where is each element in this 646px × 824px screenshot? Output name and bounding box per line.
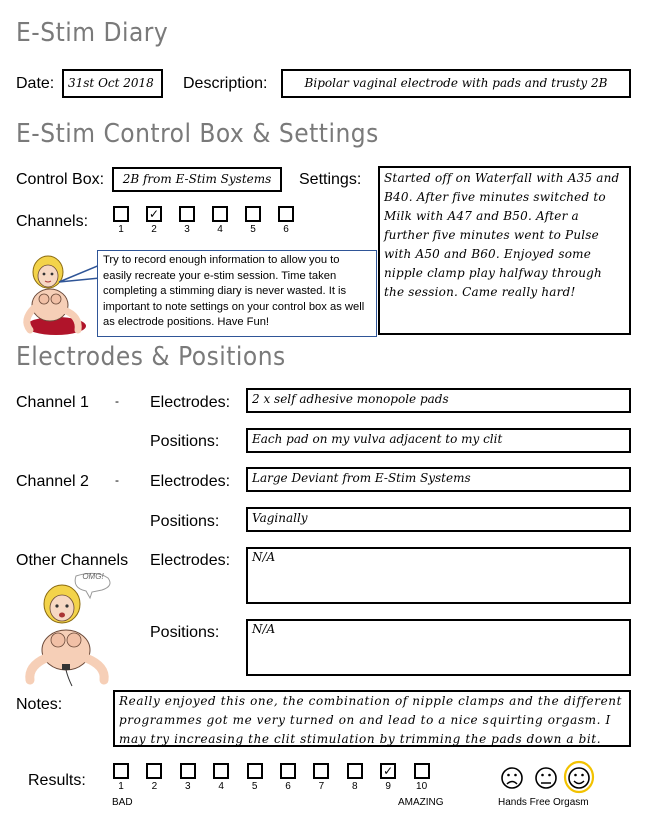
hands-free-orgasm-label: Hands Free Orgasm: [498, 797, 589, 808]
settings-label: Settings:: [299, 171, 362, 188]
result-number-6: 6: [285, 781, 291, 792]
tip-bubble: [97, 250, 377, 337]
description-field[interactable]: Bipolar vaginal electrode with pads and trusty 2B: [281, 69, 631, 98]
result-number-3: 3: [185, 781, 191, 792]
control-box-field[interactable]: 2B from E-Stim Systems: [112, 167, 282, 192]
channel-checkbox-6[interactable]: [278, 206, 294, 222]
omg-girl-illustration: [20, 570, 116, 690]
result-checkbox-2[interactable]: [146, 763, 162, 779]
result-checkbox-3[interactable]: [180, 763, 196, 779]
result-checkbox-7[interactable]: [313, 763, 329, 779]
channel2-electrodes-label: Electrodes:: [150, 473, 231, 490]
date-field[interactable]: 31st Oct 2018: [62, 69, 163, 98]
other-positions-field[interactable]: N/A: [246, 619, 631, 676]
channel2-electrodes-field[interactable]: Large Deviant from E-Stim Systems: [246, 467, 631, 492]
result-number-9: 9: [385, 781, 391, 792]
result-checkbox-9[interactable]: ✓: [380, 763, 396, 779]
notes-label: Notes:: [16, 696, 63, 713]
channel2-dash: -: [115, 473, 119, 487]
channel1-electrodes-label: Electrodes:: [150, 394, 231, 411]
settings-field[interactable]: Started off on Waterfall with A35 and B40. After five minutes switched to Milk with A47 and B50. After a further five minutes went to Pulse with A50 and B60. Enjoyed some nipple clamp play halfway through the session. Came really hard!: [378, 166, 631, 335]
channel1-dash: -: [115, 394, 119, 408]
sad-face-icon[interactable]: [502, 768, 522, 788]
channel-checkbox-2[interactable]: ✓: [146, 206, 162, 222]
channel-number-1: 1: [118, 224, 124, 235]
control-box-label: Control Box:: [16, 171, 105, 188]
neutral-face-icon[interactable]: [536, 768, 556, 788]
result-number-7: 7: [318, 781, 325, 792]
description-label: Description:: [183, 75, 268, 92]
channel2-positions-field[interactable]: Vaginally: [246, 507, 631, 532]
tip-bubble-tail: [58, 262, 100, 288]
result-checkbox-8[interactable]: [347, 763, 363, 779]
channel-checkbox-5[interactable]: [245, 206, 261, 222]
channel2-positions-label: Positions:: [150, 513, 220, 530]
result-checkbox-10[interactable]: [414, 763, 430, 779]
channel-number-4: 4: [217, 224, 223, 235]
result-number-10: 10: [416, 781, 428, 792]
results-amazing-label: AMAZING: [398, 797, 444, 808]
happy-face-icon[interactable]: [565, 762, 593, 792]
other-positions-label: Positions:: [150, 624, 220, 641]
result-checkbox-5[interactable]: [247, 763, 263, 779]
page-title: E-Stim Diary: [16, 18, 169, 48]
channel-number-3: 3: [184, 224, 190, 235]
channel1-positions-field[interactable]: Each pad on my vulva adjacent to my clit: [246, 428, 631, 453]
channels-label: Channels:: [16, 213, 89, 230]
tip-text: Try to record enough information to allow you to easily recreate your e-stim session. Time taken completing a stimming diary is never wasted. It is important to note settings on your control box as well as electrode positions. Have Fun!: [103, 254, 365, 328]
channel2-label: Channel 2: [16, 473, 89, 490]
channel1-positions-label: Positions:: [150, 433, 220, 450]
channel-number-6: 6: [283, 224, 289, 235]
notes-field[interactable]: Really enjoyed this one, the combination of nipple clamps and the different programmes got me very turned on and lead to a nice squirting orgasm. I may try increasing the clit stimulation by trimming the pads down a bit.: [113, 690, 631, 747]
result-number-5: 5: [251, 781, 258, 792]
results-bad-label: BAD: [112, 797, 133, 808]
result-number-1: 1: [118, 781, 124, 792]
result-checkbox-1[interactable]: [113, 763, 129, 779]
result-number-2: 2: [151, 781, 158, 792]
results-faces: [497, 760, 599, 796]
channel-number-5: 5: [250, 224, 256, 235]
channel-checkbox-3[interactable]: [179, 206, 195, 222]
omg-bubble-text: OMG!: [82, 572, 104, 581]
control-section-heading: E-Stim Control Box & Settings: [16, 119, 379, 149]
channel-checkbox-4[interactable]: [212, 206, 228, 222]
channel1-electrodes-field[interactable]: 2 x self adhesive monopole pads: [246, 388, 631, 413]
electrodes-section-heading: Electrodes & Positions: [16, 342, 286, 372]
channel-checkbox-1[interactable]: [113, 206, 129, 222]
date-label: Date:: [16, 75, 55, 92]
channel-number-2: 2: [151, 224, 157, 235]
result-checkbox-4[interactable]: [213, 763, 229, 779]
other-electrodes-label: Electrodes:: [150, 552, 231, 569]
other-channels-label: Other Channels: [16, 552, 129, 569]
results-label: Results:: [28, 772, 86, 789]
result-number-4: 4: [218, 781, 224, 792]
channel1-label: Channel 1: [16, 394, 89, 411]
result-checkbox-6[interactable]: [280, 763, 296, 779]
result-number-8: 8: [352, 781, 358, 792]
other-electrodes-field[interactable]: N/A: [246, 547, 631, 604]
